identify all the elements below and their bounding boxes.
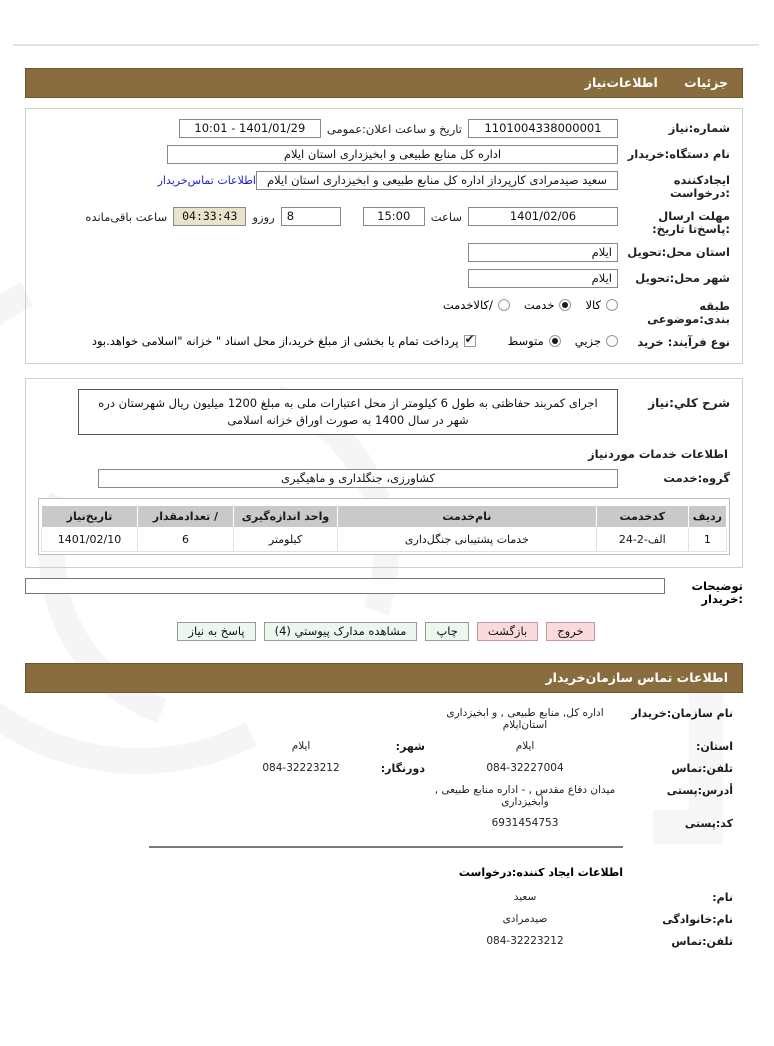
cell-unit: کیلومتر (235, 528, 339, 552)
requester-first-name-value: سعید (514, 891, 538, 903)
services-section-title: اطلاعات خدمات موردنیاز (589, 447, 729, 461)
requester-last-name-label: نام:خانوادگی (663, 913, 734, 926)
delivery-city-field[interactable]: ایلام (469, 269, 619, 288)
radio-icon-minor[interactable] (607, 335, 619, 347)
contact-org-value: اداره کل, منابع طبیعی , و ابخیزداری استان‌ایلام (447, 707, 605, 731)
requester-phone-value: 084-32223212 (487, 935, 565, 947)
cell-quantity: 6 (139, 528, 235, 552)
buyer-org-field[interactable]: اداره کل منابع طبیعی و ابخیزداری استان ایلام (168, 145, 619, 164)
countdown-timer: 04:33:43 (174, 207, 247, 226)
radio-icon-goods[interactable] (607, 299, 619, 311)
th-unit: واحد اندازه‌گیری (235, 506, 339, 528)
contact-postal-row (36, 817, 734, 830)
buyer-contact-header-bar (26, 663, 744, 693)
process-option-medium-label: متوسط (508, 334, 545, 348)
services-table (42, 505, 728, 552)
delivery-city-row (39, 269, 731, 288)
requester-divider (150, 846, 624, 848)
requester-block (26, 891, 744, 948)
payment-note-label: پرداخت تمام یا بخشی از مبلغ خرید،از محل اسناد " خزانه "اسلامی خواهد.بود (92, 334, 460, 348)
th-date: تاریخ‌نیاز (43, 506, 139, 528)
th-index: ردیف (689, 506, 727, 528)
process-type-row (39, 333, 731, 349)
delivery-city-label: شهر محل:تحویل (636, 271, 731, 285)
contact-address-value: میدان دفاع مقدس , - اداره منابع طبیعی , وأبخیزداری (435, 784, 617, 808)
category-option-goods-service[interactable] (444, 298, 511, 312)
buyer-contact-title: اطلاعات تماس سازمان‌خریدار (546, 670, 729, 685)
category-label: طبقه بندی:موضوعی (648, 299, 731, 326)
category-option-goods[interactable] (586, 298, 619, 312)
delivery-province-label: استان محل:تحویل (628, 245, 731, 259)
need-number-label: شماره:نیاز (669, 121, 731, 135)
announce-date-field[interactable]: 1401/01/29 - 10:01 (180, 119, 322, 138)
radio-icon-service[interactable] (560, 299, 572, 311)
service-group-field[interactable]: کشاورزی، جنگلداری و ماهیگیری (99, 469, 619, 488)
service-group-row (39, 469, 731, 488)
th-code: کدخدمت (597, 506, 689, 528)
contact-province-value: ایلام (516, 740, 536, 752)
deadline-row (39, 207, 731, 236)
requester-phone-label: تلفن:تماس (672, 935, 734, 948)
th-name: نام‌خدمت (339, 506, 598, 528)
buyer-contact-block (26, 707, 744, 830)
buyer-org-row (39, 145, 731, 164)
table-row[interactable] (43, 528, 728, 552)
deadline-date-field[interactable]: 1401/02/06 (469, 207, 619, 226)
category-option-goods-label: کالا (586, 298, 602, 312)
creator-row (39, 171, 731, 200)
attachments-button[interactable]: مشاهده مدارک پیوستي (4) (265, 622, 419, 641)
description-panel (26, 378, 744, 568)
print-button[interactable]: چاپ (426, 622, 469, 641)
description-text: اجرای کمربند حفاظتی به طول 6 کیلومتر از محل اعتبارات ملی به مبلغ 1200 میلیون ریال شهرستان دره شهر در سال 1400 به صورت اوراق خزانه اسلامی (79, 389, 619, 435)
buyer-notes-row (26, 578, 744, 606)
cell-name: خدمات پشتیبانی جنگل‌داری (339, 528, 598, 552)
contact-address-row (36, 784, 734, 808)
service-group-label: گروه:خدمت (664, 471, 731, 485)
description-row (39, 389, 731, 435)
cell-date: 1401/02/10 (43, 528, 139, 552)
top-divider (14, 44, 760, 46)
respond-button[interactable]: پاسخ به نیاز (178, 622, 256, 641)
requester-phone-row (36, 935, 734, 948)
process-type-label: نوع فرآیند: خرید (638, 335, 731, 349)
process-option-minor-label: جزیي (575, 334, 602, 348)
contact-province-row (36, 740, 734, 753)
cell-index: 1 (689, 528, 727, 552)
need-info-header-bar (26, 68, 744, 98)
contact-postal-label: کد:پستی (685, 817, 734, 830)
contact-org-label: نام سازمان:خریدار (632, 707, 734, 720)
remaining-days-label: روزو (253, 210, 276, 224)
contact-fax-value: 084-32223212 (263, 762, 341, 774)
contact-postal-value: 6931454753 (492, 817, 560, 829)
buyer-notes-label: توضیحات :خریدار (692, 579, 744, 606)
description-label: شرح کلي:نیاز (649, 396, 731, 410)
contact-phone-row (36, 762, 734, 775)
requester-last-name-row (36, 913, 734, 926)
cell-code: الف-2-24 (597, 528, 689, 552)
payment-note-option[interactable] (93, 334, 477, 348)
checkbox-icon-payment[interactable] (465, 335, 477, 347)
services-table-header-row (43, 506, 728, 528)
category-row (39, 297, 731, 326)
requester-section-title: اطلاعات ایجاد کننده:درخواست (459, 866, 624, 879)
buyer-org-label: نام دستگاه:خریدار (628, 147, 731, 161)
radio-icon-medium[interactable] (550, 335, 562, 347)
need-number-row (39, 119, 731, 138)
page-root (0, 44, 774, 948)
deadline-hour-label: ساعت (431, 210, 463, 224)
category-option-service-label: خدمت (524, 298, 556, 312)
contact-address-label: أدرس:پستی (667, 784, 734, 797)
category-option-service[interactable] (525, 298, 573, 312)
need-info-panel (26, 108, 744, 364)
delivery-province-field[interactable]: ایلام (469, 243, 619, 262)
delivery-province-row (39, 243, 731, 262)
contact-phone-label: تلفن:تماس (672, 762, 734, 775)
process-option-minor[interactable] (576, 334, 619, 348)
need-number-field[interactable]: 1101004338000001 (469, 119, 619, 138)
countdown-label: ساعت باقی‌مانده (86, 210, 169, 224)
buyer-notes-field[interactable] (26, 578, 666, 594)
th-quantity: / تعدادمقدار (139, 506, 235, 528)
contact-city-label: شهر: (396, 740, 426, 753)
contact-province-label: استان: (697, 740, 734, 753)
category-option-goods-service-label: /کالاخدمت (443, 298, 494, 312)
creator-field[interactable]: سعید صیدمرادی کارپرداز اداره کل منابع طبیعی و ابخیزداری استان ایلام (257, 171, 619, 190)
action-button-bar (0, 622, 774, 641)
tab-need-info[interactable]: اطلاعات‌نیاز (585, 75, 659, 90)
contact-phone-value: 084-32227004 (487, 762, 565, 774)
remaining-days-field[interactable]: 8 (282, 207, 342, 226)
requester-last-name-value: صیدمرادی (503, 913, 549, 925)
contact-fax-label: دورنگار: (381, 762, 426, 775)
announce-label: تاریخ و ساعت اعلان:عمومی (327, 122, 463, 136)
deadline-label: مهلت ارسال :پاسخ‌تا تاریخ: (653, 209, 731, 236)
contact-city-value: ایلام (292, 740, 312, 752)
deadline-hour-field[interactable]: 15:00 (364, 207, 426, 226)
buyer-contact-link[interactable]: اطلاعات تماس‌خریدار (158, 174, 257, 187)
requester-first-name-row (36, 891, 734, 904)
exit-button[interactable]: خروج (547, 622, 595, 641)
requester-first-name-label: نام: (713, 891, 734, 904)
contact-org-row (36, 707, 734, 731)
process-option-medium[interactable] (509, 334, 562, 348)
tab-details[interactable]: جزئیات (685, 75, 729, 90)
creator-label: ایجادکننده :درخواست (670, 173, 731, 200)
radio-icon-goods-service[interactable] (499, 299, 511, 311)
back-button[interactable]: بازگشت (478, 622, 539, 641)
services-table-wrap (39, 498, 731, 555)
